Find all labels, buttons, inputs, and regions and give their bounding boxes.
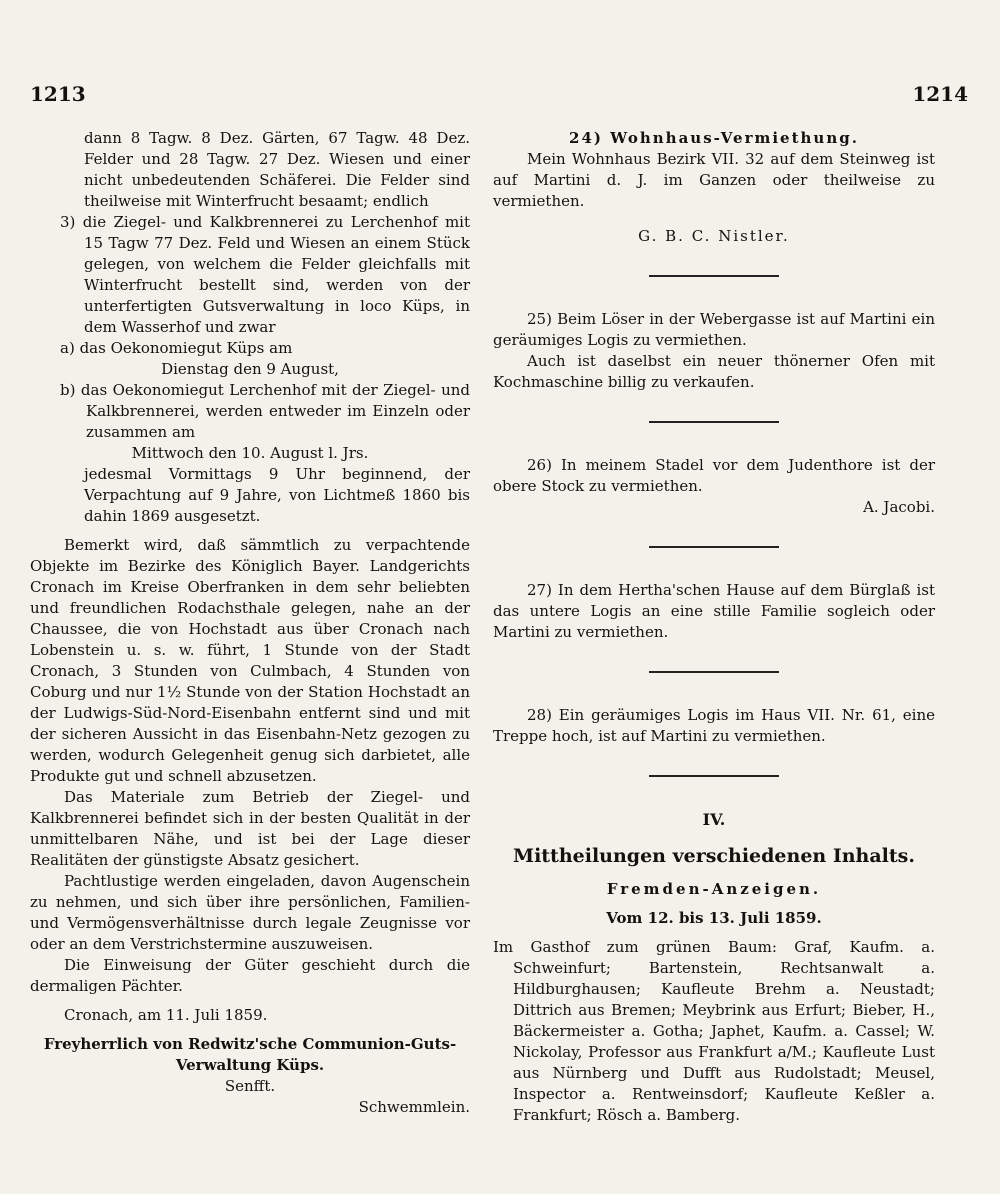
item-a: a) das Oekonomiegut Küps am xyxy=(60,339,293,357)
item-a-date: Dienstag den 9 August, xyxy=(161,360,339,378)
notice-location: Bemerkt wird, daß sämmtlich zu verpachtende Objekte im Bezirke des Königlich Bayer. Landgerichts Cronach im Kreise Oberfranken in dem sehr beliebten und freundlichen Rodachsthale gelegen, nahe an der Chaussee, die von Hochstadt aus über Cronach nach Lobenstein u. s. w. führt, 1 Stunde von der Stadt Cronach, 3 Stunden von Culmbach, 4 Stunden von Coburg und nur 1½ Stunde von der Station Hochstadt an der Ludwigs-Süd-Nord-Eisenbahn entfernt sind und mit der sicheren Aussicht in das Eisenbahn-Netz gezogen zu werden, wodurch Gelegenheit genug sich darbietet, alle Produkte gut und schnell abzusetzen. xyxy=(30,536,470,785)
divider xyxy=(649,275,779,277)
issuing-office: Freyherrlich von Redwitz'sche Communion-Guts-Verwaltung Küps. xyxy=(43,1035,457,1074)
divider xyxy=(649,775,779,777)
ad-24-title: 24) Wohnhaus-Vermiethung. xyxy=(569,129,859,147)
notice-handover: Die Einweisung der Güter geschieht durch die dermaligen Pächter. xyxy=(30,956,470,995)
place-date: Cronach, am 11. Juli 1859. xyxy=(64,1006,268,1024)
ad-26-text: 26) In meinem Stadel vor dem Judenthore ist der obere Stock zu vermiethen. xyxy=(493,456,935,495)
item-3-brickworks: 3) die Ziegel- und Kalkbrennerei zu Lerchenhof mit 15 Tagw 77 Dez. Feld und Wiesen an einem Stück gelegen, von welchem die Felder gleichfalls mit Winterfrucht bestellt sind, werden von der unterfertigten Gutsverwaltung in loco Küps, in dem Wasserhof und zwar xyxy=(60,213,470,336)
page-number-right: 1214 xyxy=(912,82,968,106)
signatory-schwemmlein: Schwemmlein. xyxy=(358,1098,470,1116)
right-column xyxy=(493,128,935,1126)
section-title: Mittheilungen verschiedenen Inhalts. xyxy=(513,845,915,867)
ad-25-text: 25) Beim Löser in der Webergasse ist auf Martini ein geräumiges Logis zu vermiethen. xyxy=(493,310,935,349)
section-number: IV. xyxy=(702,810,726,829)
ad-26-signature: A. Jacobi. xyxy=(863,498,935,516)
item-b: b) das Oekonomiegut Lerchenhof mit der Ziegel- und Kalkbrennerei, werden entweder im Einzeln oder zusammen am xyxy=(60,381,470,441)
item-b-lease-terms: jedesmal Vormittags 9 Uhr beginnend, der Verpachtung auf 9 Jahre, von Lichtmeß 1860 bis dahin 1869 ausgesetzt. xyxy=(84,465,470,525)
divider xyxy=(649,546,779,548)
item-b-date: Mittwoch den 10. August l. Jrs. xyxy=(131,444,369,462)
visitors-list: Im Gasthof zum grünen Baum: Graf, Kaufm. a. Schweinfurt; Bartenstein, Rechtsanwalt a. Hildburghausen; Kaufleute Brehm a. Neustadt; Dittrich aus Bremen; Meybrink aus Erfurt; Bieber, H., Bäckermeister a. Gotha; Japhet, Kaufm. a. Cassel; W. Nickolay, Professor aus Frankfurt a/M.; Kaufleute Lust aus Nürnberg und Dufft aus Rudolstadt; Meusel, Inspector a. Rentweinsdorf; Kaufleute Keßler a. Frankfurt; Rösch a. Bamberg. xyxy=(493,938,935,1124)
visitors-date: Vom 12. bis 13. Juli 1859. xyxy=(606,909,822,927)
visitors-heading: Fremden-Anzeigen. xyxy=(606,880,822,898)
notice-materials: Das Materiale zum Betrieb der Ziegel- und Kalkbrennerei befindet sich in der besten Qualität in der unmittelbaren Nähe, und ist bei der Lage dieser Realitäten der günstigste Absatz gesichert. xyxy=(30,788,470,869)
ad-25-text-2: Auch ist daselbst ein neuer thönerner Ofen mit Kochmaschine billig zu verkaufen. xyxy=(493,352,935,391)
left-column xyxy=(30,128,470,1118)
divider xyxy=(649,421,779,423)
notice-applicants: Pachtlustige werden eingeladen, davon Augenschein zu nehmen, und sich über ihre persönlichen, Familien- und Vermögensverhältnisse durch legale Zeugnisse vor oder an dem Verstrichstermine auszuweisen. xyxy=(30,872,470,953)
estate-description: dann 8 Tagw. 8 Dez. Gärten, 67 Tagw. 48 Dez. Felder und 28 Tagw. 27 Dez. Wiesen und einer nicht unbedeutenden Schäferei. Die Felder sind theilweise mit Winterfrucht besaamt; endlich xyxy=(84,129,470,210)
signatory-senfft: Senfft. xyxy=(224,1077,276,1095)
ad-27-text: 27) In dem Hertha'schen Hause auf dem Bürglaß ist das untere Logis an eine stille Familie sogleich oder Martini zu vermiethen. xyxy=(493,581,935,641)
ad-24-text: Mein Wohnhaus Bezirk VII. 32 auf dem Steinweg ist auf Martini d. J. im Ganzen oder theilweise zu vermiethen. xyxy=(493,150,935,210)
page-number-left: 1213 xyxy=(30,82,86,106)
divider xyxy=(649,671,779,673)
ad-28-text: 28) Ein geräumiges Logis im Haus VII. Nr. 61, eine Treppe hoch, ist auf Martini zu vermiethen. xyxy=(493,706,935,745)
ad-24-signature: G. B. C. Nistler. xyxy=(638,227,790,245)
